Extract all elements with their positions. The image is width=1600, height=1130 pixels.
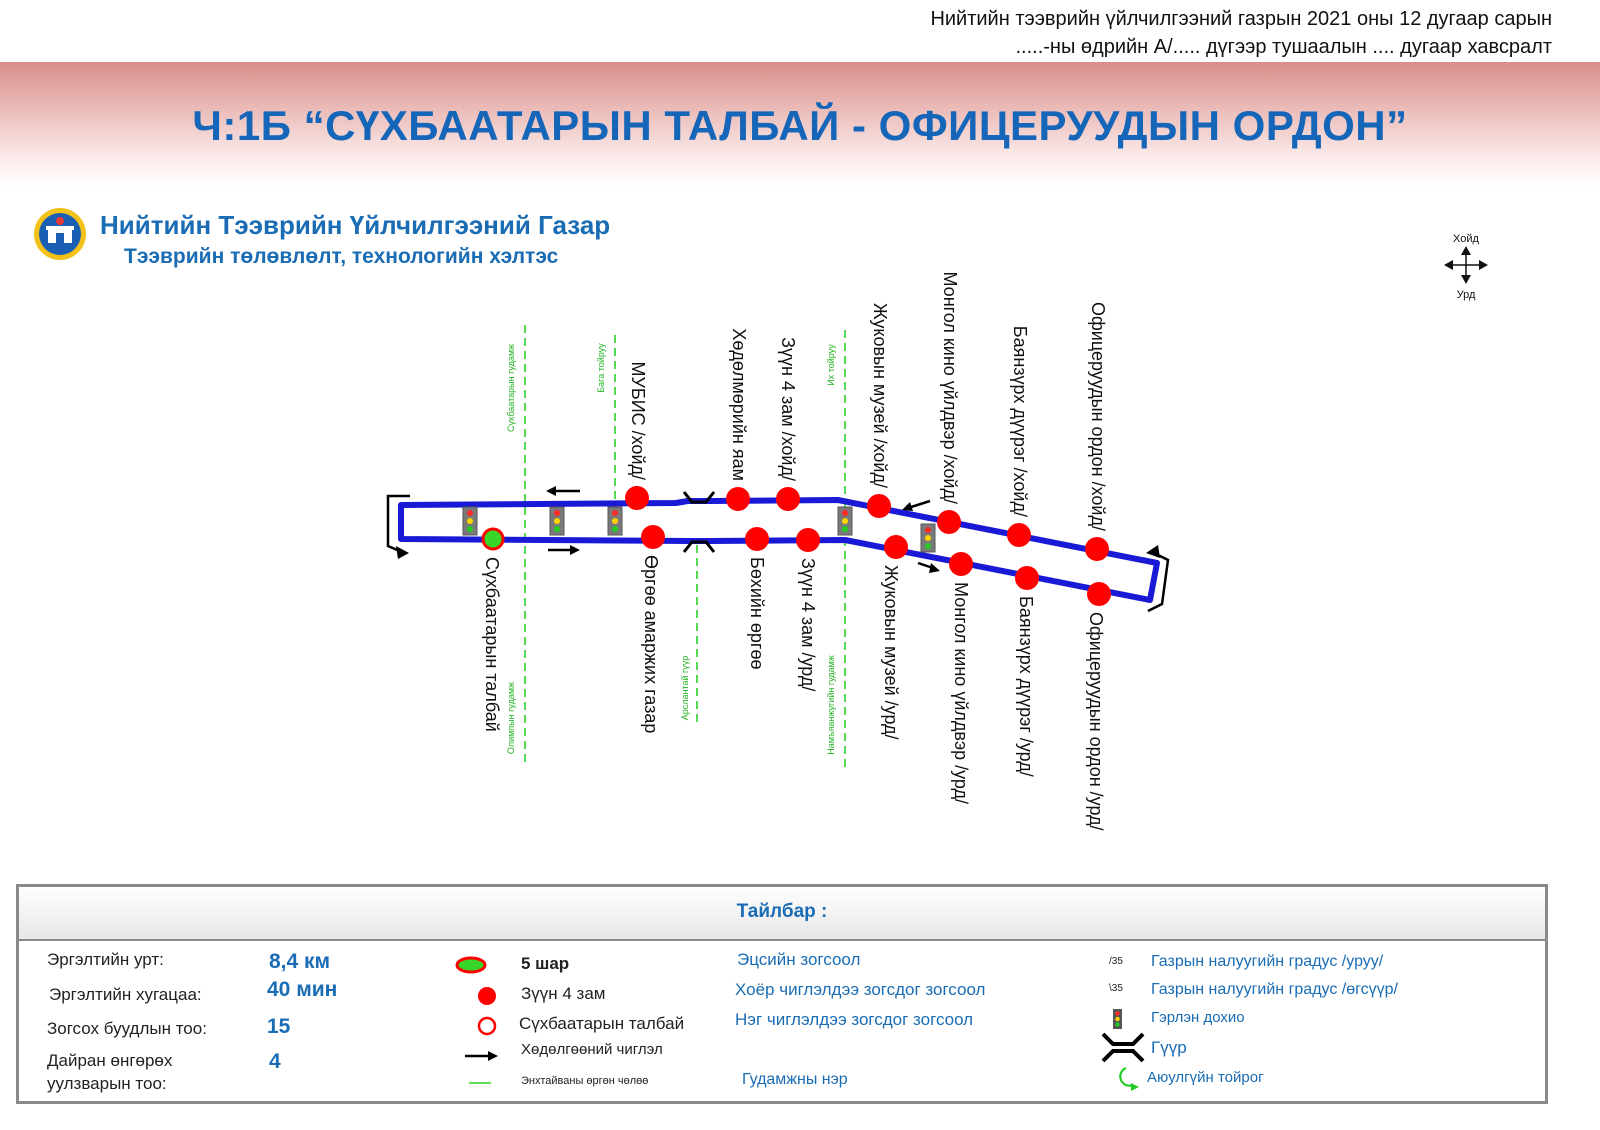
stop-name-upper: Баянзүрх дүүрэг /хойд/	[1010, 325, 1030, 517]
bridge-label: Гүүр	[1151, 1038, 1187, 1057]
five-shar-terminal-icon	[457, 958, 485, 972]
bridge-legend-icon	[1103, 1034, 1143, 1061]
traffic-light-legend-icon	[1113, 1009, 1122, 1029]
department-name: Тээврийн төлөвлөлт, технологийн хэлтэс	[124, 245, 559, 268]
compass-south-label: Урд	[1456, 289, 1476, 301]
symbol-sukhbaatar-square: Сүхбаатарын талбай	[519, 1014, 685, 1033]
traffic-light-icon	[838, 507, 852, 535]
stop-name-upper: Зүүн 4 зам /хойд/	[778, 337, 798, 481]
stop-name-lower: Зүүн 4 зам /урд/	[798, 558, 818, 692]
bus-stop-marker	[884, 535, 908, 559]
bus-stop-marker	[745, 527, 769, 551]
stop-name-lower: Баянзүрх дүүрэг /урд/	[1016, 596, 1036, 777]
stat-length-label: Эргэлтийн урт:	[47, 950, 164, 969]
direction-arrow-se-icon	[918, 563, 940, 573]
traffic-light-label: Гэрлэн дохио	[1151, 1009, 1245, 1026]
bus-stop-marker	[949, 552, 973, 576]
bus-stop-marker	[796, 528, 820, 552]
stop-name-lower: Офицеруудын ордон /урд/	[1086, 612, 1106, 831]
stop-type-one-way: Нэг чиглэлдээ зогсдог зогсоол	[735, 1010, 974, 1029]
stop-name-lower: Жуковын музей /урд/	[881, 565, 901, 740]
symbol-street: Энхтайваны өргөн чөлөө	[521, 1075, 649, 1087]
legend-panel	[16, 884, 1548, 1104]
stop-name-upper: Офицеруудын ордон /хойд/	[1088, 301, 1108, 531]
slope-up-label: Газрын налуугийн градус /өгсүүр/	[1151, 981, 1398, 998]
stop-type-street-name: Гудамжны нэр	[742, 1071, 848, 1088]
stop-name-upper: МУБИС /хойд/	[628, 361, 648, 480]
street-name-3: Олимпын гудамж	[506, 681, 516, 755]
stop-name-upper: Монгол кино үйлдвэр /хойд/	[940, 271, 960, 504]
stat-intersections-value: 4	[269, 1050, 281, 1073]
bus-stop-marker	[937, 510, 961, 534]
stop-name-lower: Монгол кино үйлдвэр /урд/	[951, 582, 971, 805]
route-title: Ч:1Б “СҮХБААТАРЫН ТАЛБАЙ - ОФИЦЕРУУДЫН ОРДОН”	[192, 102, 1408, 149]
stop-name-lower: Өргөө амаржих газар	[641, 555, 661, 734]
bus-stop-marker	[641, 525, 665, 549]
slope-up-mark: \35	[1109, 983, 1123, 994]
stop-name-lower: Сүхбаатарын талбай	[482, 557, 502, 732]
symbol-five-shar: 5 шар	[521, 954, 570, 973]
street-name-2: Их тойруу	[826, 344, 836, 386]
compass-north-label: Хойд	[1453, 233, 1479, 245]
bus-stop-marker	[776, 487, 800, 511]
bus-stop-marker	[1007, 523, 1031, 547]
stat-intersections-label: Дайран өнгөрөх уулзварын тоо:	[47, 1051, 173, 1093]
legend-title: Тайлбар :	[736, 901, 828, 922]
symbol-direction: Хөдөлгөөний чиглэл	[521, 1041, 663, 1058]
bus-stop-marker	[1015, 566, 1039, 590]
stat-duration-value: 40 мин	[267, 978, 338, 1001]
route-loop	[401, 500, 1157, 600]
stat-length-value: 8,4 км	[269, 950, 331, 973]
symbol-zuun-4-zam: Зүүн 4 зам	[521, 984, 606, 1003]
order-note-line-1: Нийтийн тээврийн үйлчилгээний газрын 2021 оны 12 дугаар сарын	[930, 8, 1552, 30]
direction-arrow-nw-icon	[902, 501, 930, 511]
street-name-5: Намъяанжугийн гудамж	[826, 655, 836, 755]
traffic-light-icon	[463, 507, 477, 535]
stop-name-lower: Бөхийн өргөө	[747, 557, 767, 670]
stat-stops-label: Зогсох буудлын тоо:	[47, 1019, 207, 1038]
bus-stop-marker	[625, 486, 649, 510]
direction-arrow-east-icon	[548, 545, 580, 555]
stop-type-terminal: Эцсийн зогсоол	[737, 950, 861, 969]
order-note-line-2: .....-ны өдрийн А/..... дүгээр тушаалын .... дугаар хавсралт	[1015, 36, 1552, 58]
organization-name: Нийтийн Тээврийн Үйлчилгээний Газар	[100, 210, 611, 240]
direction-arrow-west-icon	[546, 486, 580, 496]
slope-down-mark: /35	[1109, 956, 1123, 967]
traffic-light-icon	[608, 507, 622, 535]
stat-duration-label: Эргэлтийн хугацаа:	[49, 985, 202, 1004]
traffic-light-icon	[550, 507, 564, 535]
safety-roundabout-icon	[1120, 1068, 1139, 1091]
two-way-stop-icon	[478, 987, 496, 1005]
roundabout-label: Аюулгүйн тойрог	[1147, 1069, 1264, 1086]
traffic-light-icon	[921, 524, 935, 552]
street-name-1: Бага тойруу	[596, 343, 606, 393]
stat-stops-value: 15	[267, 1015, 291, 1038]
bus-stop-marker	[1085, 537, 1109, 561]
terminal-stop-marker	[483, 529, 503, 549]
bus-stop-marker	[1087, 582, 1111, 606]
bus-stop-marker	[867, 494, 891, 518]
direction-arrow-legend-icon	[465, 1051, 498, 1061]
one-way-stop-icon	[479, 1018, 495, 1034]
slope-down-label: Газрын налуугийн градус /уруу/	[1151, 953, 1384, 970]
street-name-4: Арслантай гүүр	[680, 655, 690, 721]
street-name-0: Сүхбаатарын гудамж	[506, 343, 516, 433]
stop-type-two-way: Хоёр чиглэлдээ зогсдог зогсоол	[735, 980, 986, 999]
stop-name-upper: Хөдөлмөрийн яам	[729, 328, 749, 481]
stop-name-upper: Жуковын музей /хойд/	[870, 302, 890, 488]
bus-stop-marker	[726, 487, 750, 511]
